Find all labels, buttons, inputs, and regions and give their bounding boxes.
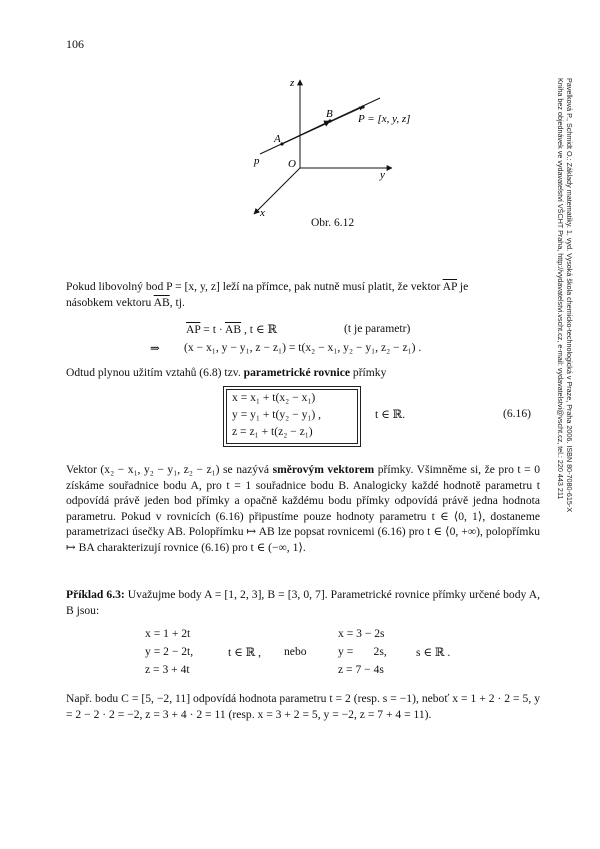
- parametric-equations-box: [226, 389, 358, 444]
- example-right-condition: s ∈ ℝ .: [416, 646, 451, 659]
- equation-number-6-16: (6.16): [503, 407, 532, 420]
- para1-text-c: násobkem vektoru: [66, 295, 154, 309]
- para3-text-a: Vektor (x₂ − x₁, y₂ − y₁, z₂ − z₁) se nazývá: [66, 463, 273, 476]
- eq1-ab: $\overline{AB}$: [224, 323, 242, 336]
- label-origin: O: [288, 158, 296, 170]
- para2-text-b: přímky: [350, 366, 387, 379]
- label-point-p: P = [x, y, z]: [358, 113, 411, 125]
- example-right-x: x = 3 − 2s: [338, 627, 385, 640]
- label-x: x: [260, 207, 265, 219]
- vector-ab-text: $\overline{AB}$: [153, 295, 170, 309]
- side-note-line-1: Pavelková P., Schmidt O.: Základy matematiky. 1. vyd. Vysoká škola chemicko-technologická v Praze, Praha 2006. ISBN 80-7080-615-X: [565, 78, 574, 513]
- para2-text-a: Odtud plynou užitím vztahů (6.8) tzv.: [66, 366, 244, 379]
- paragraph-parametric-intro: [66, 365, 540, 381]
- paragraph-direction-vector: [66, 462, 540, 556]
- side-note-line-2: Kniha bez objednávek ve vydavatelství VŠCHT Praha, http://vydavatelstvi.vscht.cz, e-mail: vydavatelstvi@vscht.cz, tel.: 220 443 211: [556, 78, 565, 500]
- point-a: [280, 142, 283, 145]
- label-p-line: p: [254, 155, 260, 167]
- page-number: 106: [66, 37, 84, 51]
- vector-ap-text: $\overline{AP}$: [442, 280, 457, 293]
- para3-text-b: přímky. Všimněme si, že pro t = 0 získáme souřadnice bodu A, pro t = 1 souřadnice bodu B. Analogicky každé hodnotě parametru t odpovídá právě jeden bod přímky a opačně každému bodu přímky odpovídá právě jedna hodnota parametru. Pokud v rovnicích (6.16) připustíme pouze hodnoty parametru t ∈ ⟨0, 1⟩, dostaneme parametrizaci úsečky AB. Polopřímku ↦ AB lze popsat rovnicemi (6.16) pro t ∈ ⟨0, +∞), polopřímku ↦ BA charakterizují rovnice (6.16) pro t ∈ (−∞, 1⟩.: [66, 463, 540, 554]
- label-b: B: [326, 108, 333, 120]
- box-eq-z: z = z₁ + t(z₂ − z₁): [232, 425, 313, 438]
- example-left-y: y = 2 − 2t,: [145, 645, 194, 658]
- example-left-x: x = 1 + 2t: [145, 627, 191, 640]
- box-eq-x: x = x₁ + t(x₂ − x₁): [232, 391, 316, 404]
- equation-vector-form: [186, 322, 277, 336]
- eq1-ap: $\overline{AP}$: [186, 323, 201, 336]
- point-p: [361, 105, 364, 108]
- example-left-z: z = 3 + 4t: [145, 663, 190, 676]
- example-text: Uvažujme body A = [1, 2, 3], B = [3, 0, 7]. Parametrické rovnice přímky určené body A, B jsou:: [66, 588, 540, 617]
- para3-bold: směrovým vektorem: [272, 463, 375, 476]
- example-left-condition: t ∈ ℝ ,: [228, 646, 262, 659]
- paragraph-example-point-c: Např. bodu C = [5, −2, 11] odpovídá hodnota parametru t = 2 (resp. s = −1), neboť x = 1 + 2 · 2 = 5, y = 2 − 2 · 2 = −2, z = 3 + 4 · 2 = 11 (resp. x = 3 + 2 = 5, y = −2, z = 7 + 4 = 11).: [66, 692, 540, 721]
- example-title: Příklad 6.3:: [66, 588, 125, 601]
- example-right-y: y = 2s,: [338, 645, 387, 658]
- box-eq-y: y = y₁ + t(y₂ − y₁) ,: [232, 408, 322, 421]
- vector-ap: [282, 107, 363, 144]
- para1-text-d: , tj.: [169, 295, 185, 309]
- para1-text-a: Pokud libovolný bod P = [x, y, z] leží na přímce, pak nutně musí platit, že vektor: [66, 280, 443, 293]
- figure-caption: Obr. 6.12: [311, 217, 355, 229]
- equation-coordinate-form: (x − x₁, y − y₁, z − z₁) = t(x₂ − x₁, y₂ − y₁, z₂ − z₁) .: [184, 341, 422, 354]
- publication-side-note: [556, 78, 574, 512]
- eq1-mid: = t ·: [200, 323, 225, 336]
- eq1-domain: , t ∈ ℝ: [241, 323, 278, 336]
- label-a: A: [274, 133, 281, 145]
- equation-implication-arrow: ⇒: [150, 342, 160, 355]
- line-3d-figure: [220, 70, 430, 220]
- equation-parameter-note: (t je parametr): [344, 322, 411, 335]
- para2-bold: parametrické rovnice: [243, 366, 350, 379]
- label-z: z: [290, 77, 295, 89]
- example-connector: nebo: [284, 645, 307, 658]
- label-y: y: [380, 169, 385, 181]
- example-6-3: [66, 587, 540, 618]
- box-condition: t ∈ ℝ.: [375, 408, 406, 421]
- paragraph-intro: [66, 279, 540, 310]
- para1-text-b: je: [457, 280, 469, 293]
- example-right-z: z = 7 − 4s: [338, 663, 384, 676]
